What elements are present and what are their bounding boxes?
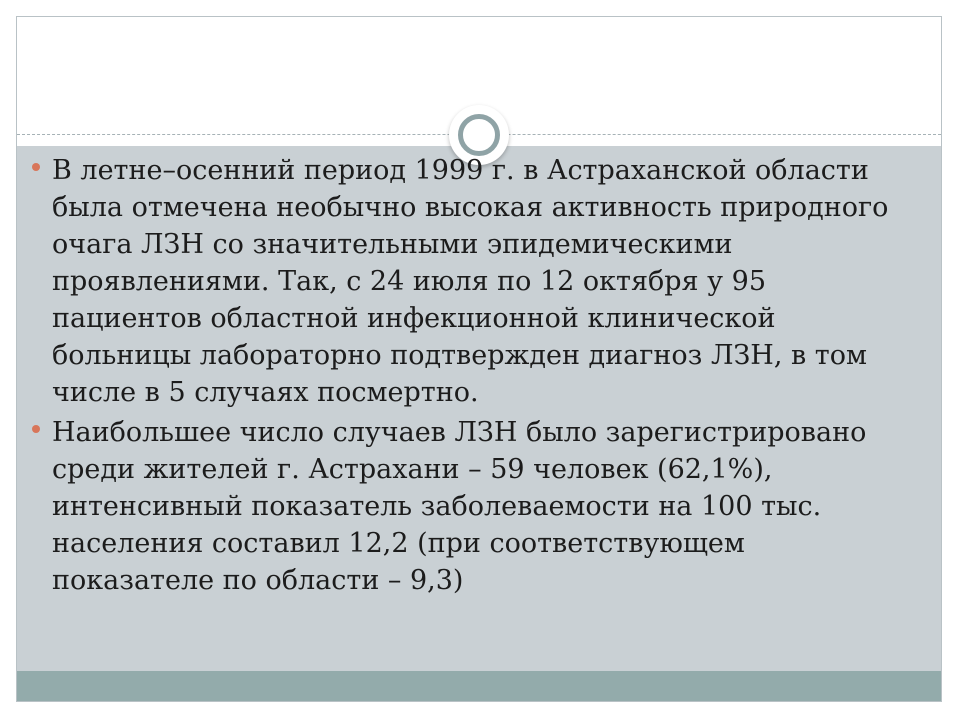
bullet-item bbox=[32, 414, 912, 599]
bullet-dot-icon bbox=[32, 425, 40, 433]
ring-icon bbox=[458, 114, 500, 156]
bottom-band bbox=[17, 671, 941, 702]
bullet-text: Наибольшее число случаев ЛЗН было зарегистрировано среди жителей г. Астрахани – 59 человек (62,1%), интенсивный показатель заболеваемости на 100 тыс. населения составил 12,2 (при соответствующем показателе по области – 9,3) bbox=[52, 417, 867, 596]
bullet-list bbox=[32, 152, 912, 602]
bullet-text: В летне–осенний период 1999 г. в Астраханской области была отмечена необычно высокая активность природного очага ЛЗН со значительными эпидемическими проявлениями. Так, с 24 июля по 12 октября у 95 пациентов областной инфекционной клинической больницы лабораторно подтвержден диагноз ЛЗН, в том числе в 5 случаях посмертно. bbox=[52, 155, 889, 408]
bullet-item bbox=[32, 152, 912, 411]
bullet-dot-icon bbox=[32, 163, 40, 171]
